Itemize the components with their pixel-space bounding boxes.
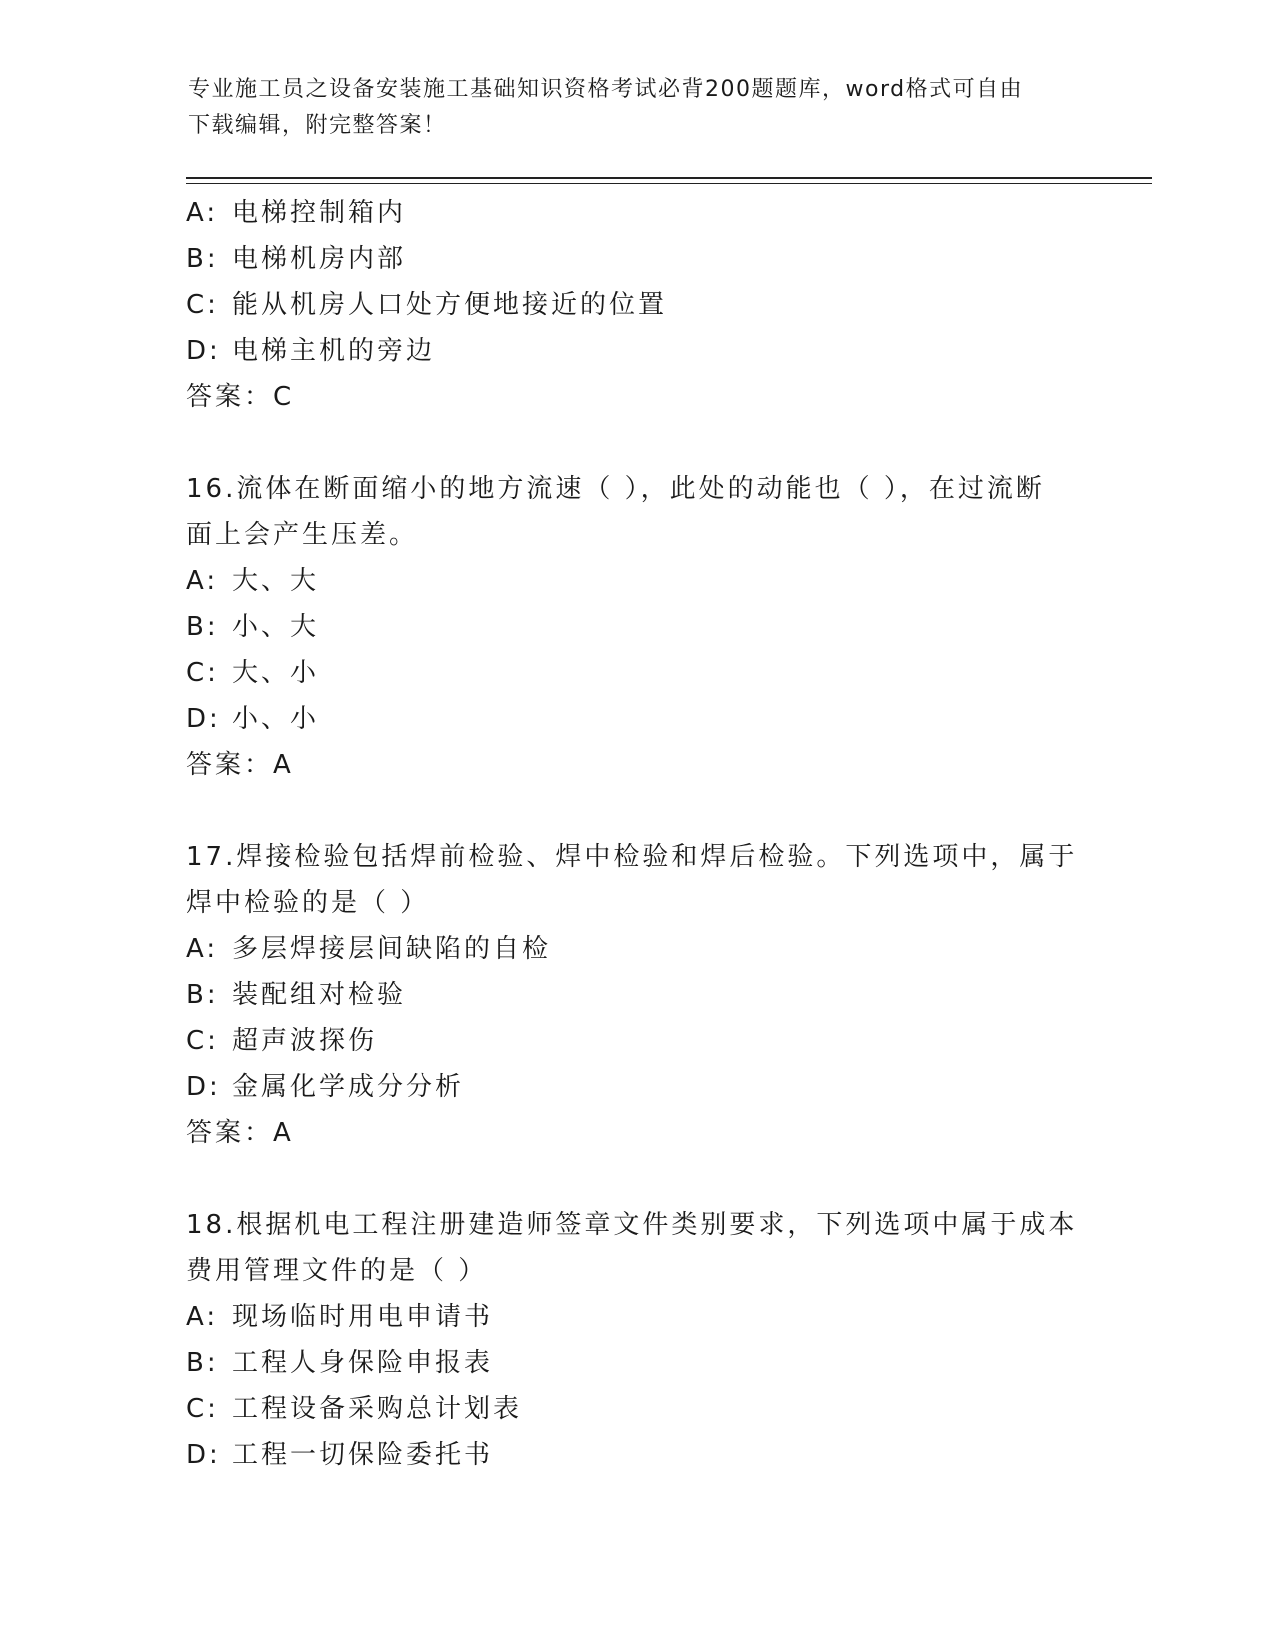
option-text: 大、小	[232, 658, 320, 688]
option-letter: B:	[186, 980, 219, 1010]
option-letter: D:	[186, 704, 221, 734]
option-text: 电梯主机的旁边	[232, 336, 436, 366]
header-divider-thick	[186, 177, 1152, 179]
option-letter: B:	[186, 244, 219, 274]
option-d	[186, 328, 1086, 374]
option-text: 装配组对检验	[232, 980, 407, 1010]
option-text: 工程人身保险申报表	[232, 1348, 494, 1378]
option-letter: C:	[186, 658, 219, 688]
header-line-1: 专业施工员之设备安装施工基础知识资格考试必背200题题库，word格式可自由	[188, 77, 1024, 102]
option-letter: D:	[186, 336, 221, 366]
question-stem-cont: 费用管理文件的是（ ）	[186, 1256, 488, 1286]
option-text: 电梯控制箱内	[232, 198, 407, 228]
option-text: 大、大	[232, 566, 320, 596]
option-letter: D:	[186, 1440, 221, 1470]
option-letter: B:	[186, 1348, 219, 1378]
option-text: 金属化学成分分析	[232, 1072, 465, 1102]
answer: 答案：C	[186, 382, 295, 412]
option-text: 能从机房人口处方便地接近的位置	[232, 290, 668, 320]
option-letter: B:	[186, 612, 219, 642]
header-divider-thin	[186, 183, 1152, 184]
answer: 答案：A	[186, 750, 294, 780]
option-text: 现场临时用电申请书	[232, 1302, 494, 1332]
option-letter: C:	[186, 1026, 219, 1056]
option-c	[186, 282, 1086, 328]
option-text: 工程一切保险委托书	[232, 1440, 494, 1470]
header-line-2: 下载编辑，附完整答案！	[188, 113, 447, 138]
option-text: 超声波探伤	[232, 1026, 378, 1056]
option-text: 电梯机房内部	[232, 244, 407, 274]
option-text: 小、小	[232, 704, 320, 734]
question-17	[186, 834, 1086, 1156]
option-a	[186, 1294, 1086, 1340]
question-stem: 18.根据机电工程注册建造师签章文件类别要求，下列选项中属于成本	[186, 1210, 1078, 1240]
option-a	[186, 558, 1086, 604]
option-d	[186, 1432, 1086, 1478]
question-stem-cont: 面上会产生压差。	[186, 520, 419, 550]
option-c	[186, 1386, 1086, 1432]
question-stem: 16.流体在断面缩小的地方流速（ ），此处的动能也（ ），在过流断	[186, 474, 1045, 504]
question-15-options	[186, 190, 1086, 420]
option-b	[186, 236, 1086, 282]
question-stem-cont: 焊中检验的是（ ）	[186, 888, 430, 918]
option-c	[186, 1018, 1086, 1064]
option-b	[186, 972, 1086, 1018]
document-body	[186, 190, 1086, 1478]
option-d	[186, 1064, 1086, 1110]
option-c	[186, 650, 1086, 696]
option-letter: A:	[186, 198, 219, 228]
question-18	[186, 1202, 1086, 1478]
option-letter: C:	[186, 1394, 219, 1424]
option-b	[186, 604, 1086, 650]
option-letter: A:	[186, 566, 219, 596]
option-letter: A:	[186, 934, 219, 964]
question-stem: 17.焊接检验包括焊前检验、焊中检验和焊后检验。下列选项中，属于	[186, 842, 1078, 872]
option-text: 小、大	[232, 612, 320, 642]
question-16	[186, 466, 1086, 788]
document-header	[188, 72, 1068, 144]
answer: 答案：A	[186, 1118, 294, 1148]
option-letter: D:	[186, 1072, 221, 1102]
option-b	[186, 1340, 1086, 1386]
option-text: 工程设备采购总计划表	[232, 1394, 523, 1424]
option-d	[186, 696, 1086, 742]
option-a	[186, 190, 1086, 236]
option-letter: A:	[186, 1302, 219, 1332]
option-a	[186, 926, 1086, 972]
option-letter: C:	[186, 290, 219, 320]
option-text: 多层焊接层间缺陷的自检	[232, 934, 552, 964]
